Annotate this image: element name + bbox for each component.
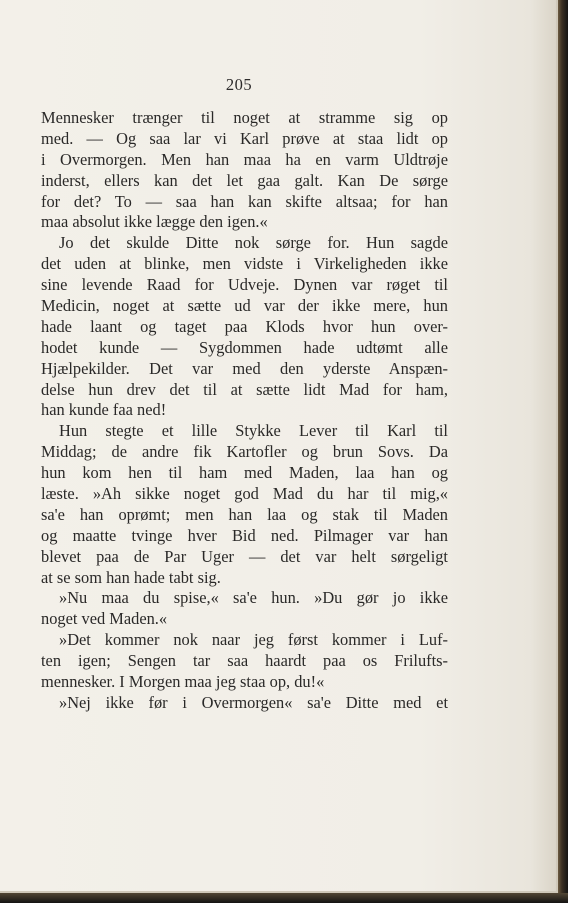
text-line: maa absolut ikke lægge den igen.« xyxy=(41,212,268,232)
text-line: hodet kunde — Sygdommen hade udtømt alle xyxy=(41,337,448,357)
text-line: Mennesker trænger til noget at stramme sig op xyxy=(41,108,448,127)
text-line: noget ved Maden.« xyxy=(41,609,168,629)
text-line: inderst, ellers kan det let gaa galt. Kan De sørge xyxy=(41,170,448,190)
text-line: Hun stegte et lille Stykke Lever til Karl til xyxy=(59,421,448,441)
text-line: sa'e han oprømt; men han laa og stak til Maden xyxy=(41,504,448,524)
text-line: læste. »Ah sikke noget god Mad du har til mig,« xyxy=(41,484,448,504)
text-line: Medicin, noget at sætte ud var der ikke mere, hun xyxy=(41,296,448,316)
text-line: han kunde faa ned! xyxy=(41,400,167,420)
text-line: ten igen; Sengen tar saa haardt paa os Frilufts- xyxy=(41,651,448,671)
text-line: »Nu maa du spise,« sa'e hun. »Du gør jo ikke xyxy=(59,588,448,608)
text-line: hade laant og taget paa Klods hvor hun over- xyxy=(41,316,448,336)
page-number: 205 xyxy=(225,75,253,94)
text-line: at se som han hade tabt sig. xyxy=(41,567,221,587)
text-line: »Det kommer nok naar jeg først kommer i Luf- xyxy=(59,630,448,650)
text-line: og maatte tvinge hver Bid ned. Pilmager var han xyxy=(41,525,448,545)
text-line: hun kom hen til ham med Maden, laa han og xyxy=(41,463,448,483)
text-line: »Nej ikke før i Overmorgen« sa'e Ditte med et xyxy=(59,692,448,712)
text-line: delse hun drev det til at sætte lidt Mad for ham, xyxy=(41,379,448,399)
text-line: med. — Og saa lar vi Karl prøve at staa lidt op xyxy=(41,128,448,148)
text-line: blevet paa de Par Uger — det var helt sørgeligt xyxy=(41,546,448,566)
text-line: sine levende Raad for Udveje. Dynen var røget til xyxy=(41,275,448,295)
text-line: Jo det skulde Ditte nok sørge for. Hun sagde xyxy=(59,233,448,253)
text-line: det uden at blinke, men vidste i Virkeligheden ikke xyxy=(41,254,448,274)
text-line: i Overmorgen. Men han maa ha en varm Uldtrøje xyxy=(41,149,448,169)
text-line: Hjælpekilder. Det var med den yderste Anspæn- xyxy=(41,358,448,378)
book-edge-bottom xyxy=(0,893,568,903)
text-line: for det? To — saa han kan skifte altsaa; for han xyxy=(41,191,448,211)
text-line: mennesker. I Morgen maa jeg staa op, du!« xyxy=(41,672,325,692)
page-body-text xyxy=(41,108,448,714)
book-edge-right xyxy=(558,0,568,903)
text-line: Middag; de andre fik Kartofler og brun Sovs. Da xyxy=(41,442,448,462)
